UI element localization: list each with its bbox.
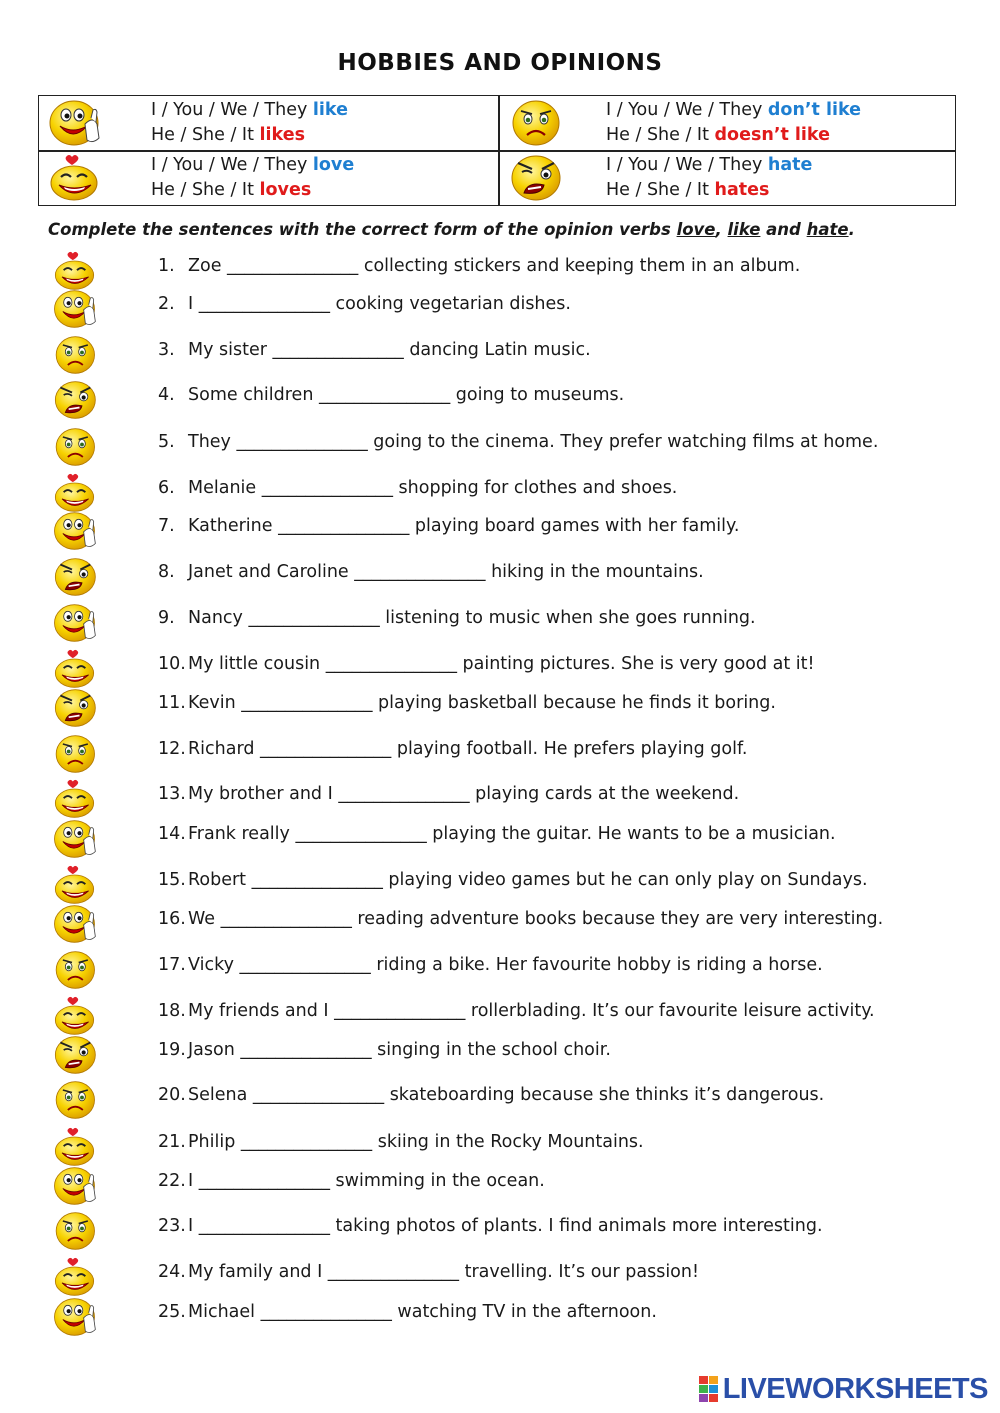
- item-sentence[interactable]: My sister _______________ dancing Latin music.: [188, 340, 591, 360]
- item-sentence[interactable]: Richard _______________ playing football. He prefers playing golf.: [188, 739, 748, 759]
- exercise-item: [0, 820, 1000, 860]
- like-face-icon: [52, 901, 102, 947]
- item-sentence[interactable]: My little cousin _______________ painting pictures. She is very good at it!: [188, 654, 815, 674]
- item-sentence[interactable]: They _______________ going to the cinema. They prefer watching films at home.: [188, 432, 879, 452]
- legend-like-verb: like: [312, 100, 348, 120]
- legend-likes-verb: likes: [259, 125, 305, 145]
- item-number: 12.: [158, 739, 186, 759]
- item-sentence[interactable]: Kevin _______________ playing basketball because he finds it boring.: [188, 693, 776, 713]
- item-sentence[interactable]: Frank really _______________ playing the guitar. He wants to be a musician.: [188, 824, 836, 844]
- dislike-face-icon: [52, 947, 102, 993]
- exercise-item: [0, 1081, 1000, 1121]
- like-face-icon: [52, 1294, 102, 1340]
- exercise-item: [0, 1212, 1000, 1252]
- hate-face-icon: [52, 554, 102, 600]
- exercise-item: [0, 905, 1000, 945]
- item-number: 23.: [158, 1216, 186, 1236]
- hate-face-icon: [52, 685, 102, 731]
- legend-hate-subject-plural: I / You / We / They: [606, 155, 768, 175]
- legend-loves-verb: loves: [259, 180, 312, 200]
- exercise-item: [0, 735, 1000, 775]
- item-sentence[interactable]: Jason _______________ singing in the school choir.: [188, 1040, 611, 1060]
- exercise-item: [0, 951, 1000, 991]
- exercise-item: [0, 1128, 1000, 1168]
- item-number: 7.: [158, 516, 175, 536]
- item-sentence[interactable]: My brother and I _______________ playing cards at the weekend.: [188, 784, 740, 804]
- legend-dont-like-subject-singular: He / She / It: [606, 125, 715, 145]
- exercise-item: [0, 381, 1000, 421]
- item-sentence[interactable]: I _______________ taking photos of plants. I find animals more interesting.: [188, 1216, 823, 1236]
- item-sentence[interactable]: We _______________ reading adventure books because they are very interesting.: [188, 909, 884, 929]
- exercise-item: [0, 336, 1000, 376]
- legend-love-verb: love: [312, 155, 355, 175]
- item-number: 2.: [158, 294, 175, 314]
- like-face-icon: [52, 600, 102, 646]
- item-sentence[interactable]: Vicky _______________ riding a bike. Her favourite hobby is riding a horse.: [188, 955, 823, 975]
- item-sentence[interactable]: Robert _______________ playing video games but he can only play on Sundays.: [188, 870, 868, 890]
- item-number: 3.: [158, 340, 175, 360]
- hate-face-icon: [52, 377, 102, 423]
- exercise-item: [0, 1036, 1000, 1076]
- item-number: 9.: [158, 608, 175, 628]
- exercise-item: [0, 650, 1000, 690]
- dislike-face-icon: [52, 424, 102, 470]
- item-number: 1.: [158, 256, 175, 276]
- exercise-item: [0, 1258, 1000, 1298]
- item-number: 10.: [158, 654, 186, 674]
- legend-hates-verb: hates: [714, 180, 770, 200]
- liveworksheets-logo[interactable]: [699, 1371, 988, 1407]
- item-number: 19.: [158, 1040, 186, 1060]
- item-number: 15.: [158, 870, 186, 890]
- legend-like-subject-singular: He / She / It: [151, 125, 260, 145]
- legend-dont-like-subject-plural: I / You / We / They: [606, 100, 768, 120]
- item-number: 11.: [158, 693, 186, 713]
- item-number: 18.: [158, 1001, 186, 1021]
- item-number: 8.: [158, 562, 175, 582]
- item-sentence[interactable]: Janet and Caroline _______________ hiking in the mountains.: [188, 562, 704, 582]
- opinion-verbs-legend: [38, 95, 956, 206]
- legend-love-subject-singular: He / She / It: [151, 180, 260, 200]
- item-sentence[interactable]: Katherine _______________ playing board games with her family.: [188, 516, 740, 536]
- exercise-item: [0, 428, 1000, 468]
- exercise-item: [0, 512, 1000, 552]
- like-face-icon: [52, 508, 102, 554]
- exercise-item: [0, 1167, 1000, 1207]
- dislike-face-icon: [52, 731, 102, 777]
- exercise-item: [0, 252, 1000, 292]
- instruction-love: love: [676, 220, 716, 239]
- instruction-sep: and: [760, 220, 807, 239]
- legend-hate-verb: hate: [767, 155, 813, 175]
- love-face-icon: [47, 153, 107, 203]
- legend-doesnt-like-verb: doesn’t like: [714, 125, 830, 145]
- dislike-face-icon: [52, 1077, 102, 1123]
- instruction-sep: ,: [715, 220, 728, 239]
- liveworksheets-wordmark: LIVEWORKSHEETS: [722, 1372, 988, 1405]
- instruction-hate: hate: [806, 220, 849, 239]
- instruction-part: Complete the sentences with the correct form of the opinion verbs: [48, 220, 677, 239]
- exercise-item: [0, 290, 1000, 330]
- legend-cell-hate: [498, 151, 957, 206]
- instruction-like: like: [727, 220, 761, 239]
- item-number: 5.: [158, 432, 175, 452]
- hate-face-icon: [508, 153, 568, 203]
- item-number: 4.: [158, 385, 175, 405]
- item-sentence[interactable]: Selena _______________ skateboarding because she thinks it’s dangerous.: [188, 1085, 825, 1105]
- item-number: 17.: [158, 955, 186, 975]
- like-face-icon: [52, 286, 102, 332]
- legend-hate-subject-singular: He / She / It: [606, 180, 715, 200]
- like-face-icon: [52, 816, 102, 862]
- page-title: HOBBIES AND OPINIONS: [337, 50, 663, 76]
- item-sentence[interactable]: I _______________ cooking vegetarian dishes.: [188, 294, 571, 314]
- legend-cell-love: [39, 151, 498, 206]
- exercise-item: [0, 474, 1000, 514]
- item-number: 24.: [158, 1262, 186, 1282]
- item-sentence[interactable]: Melanie _______________ shopping for clothes and shoes.: [188, 478, 678, 498]
- legend-cell-dont-like: [498, 96, 957, 151]
- exercise-item: [0, 866, 1000, 906]
- item-number: 20.: [158, 1085, 186, 1105]
- like-face-icon: [47, 98, 107, 148]
- dislike-face-icon: [52, 332, 102, 378]
- item-number: 21.: [158, 1132, 186, 1152]
- legend-love-subject-plural: I / You / We / They: [151, 155, 313, 175]
- exercise-item: [0, 604, 1000, 644]
- item-sentence[interactable]: I _______________ swimming in the ocean.: [188, 1171, 545, 1191]
- item-sentence[interactable]: Philip _______________ skiing in the Rocky Mountains.: [188, 1132, 644, 1152]
- hate-face-icon: [52, 1032, 102, 1078]
- liveworksheets-blocks-icon: [699, 1376, 719, 1402]
- item-sentence[interactable]: My family and I _______________ travelling. It’s our passion!: [188, 1262, 699, 1282]
- item-number: 25.: [158, 1302, 186, 1322]
- item-number: 22.: [158, 1171, 186, 1191]
- dislike-face-icon: [52, 1208, 102, 1254]
- legend-like-subject-plural: I / You / We / They: [151, 100, 313, 120]
- legend-cell-like: [39, 96, 498, 151]
- exercise-item: [0, 780, 1000, 820]
- like-face-icon: [52, 1163, 102, 1209]
- exercise-item: [0, 689, 1000, 729]
- item-sentence[interactable]: Zoe _______________ collecting stickers and keeping them in an album.: [188, 256, 801, 276]
- item-sentence[interactable]: Some children _______________ going to museums.: [188, 385, 625, 405]
- dislike-face-icon: [508, 98, 568, 148]
- exercise-item: [0, 997, 1000, 1037]
- item-number: 13.: [158, 784, 186, 804]
- item-sentence[interactable]: Michael _______________ watching TV in the afternoon.: [188, 1302, 657, 1322]
- legend-dont-like-verb: don’t like: [767, 100, 862, 120]
- exercise-item: [0, 558, 1000, 598]
- exercise-item: [0, 1298, 1000, 1338]
- item-number: 14.: [158, 824, 186, 844]
- item-number: 16.: [158, 909, 186, 929]
- item-sentence[interactable]: My friends and I _______________ rollerblading. It’s our favourite leisure activity.: [188, 1001, 875, 1021]
- instruction-end: .: [848, 220, 855, 239]
- instruction-text: [48, 220, 855, 239]
- item-number: 6.: [158, 478, 175, 498]
- item-sentence[interactable]: Nancy _______________ listening to music when she goes running.: [188, 608, 756, 628]
